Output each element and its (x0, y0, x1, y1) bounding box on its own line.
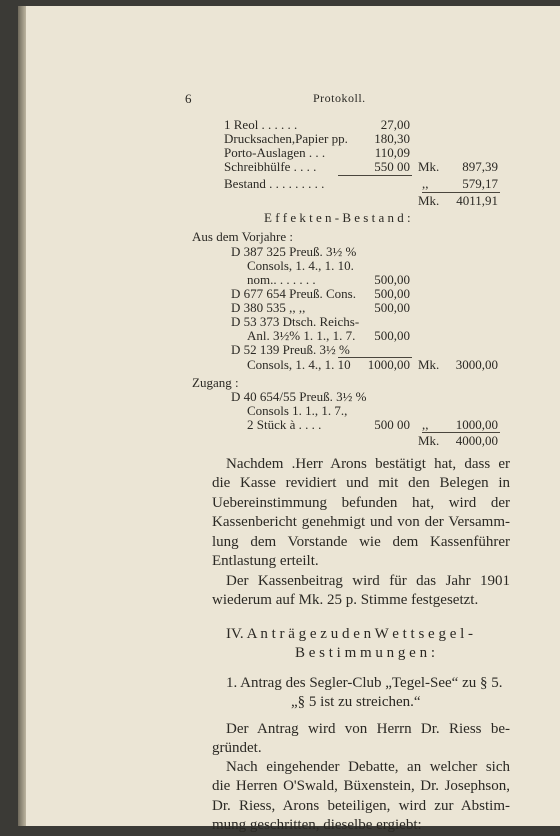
security-line: D 40 654/55 Preuß. 3½ % (231, 389, 367, 404)
security-amount: 500,00 (374, 286, 410, 301)
security-line: nom.. . . . . . . (247, 272, 316, 287)
security-amount: 500,00 (374, 272, 410, 287)
expense-amount: 550 00 (374, 159, 410, 174)
security-line: 2 Stück à . . . . (247, 417, 322, 432)
section-heading-cont: B e s t i m m u n g e n : (295, 645, 435, 661)
security-amount: 500,00 (374, 300, 410, 315)
grand-total: 4011,91 (456, 193, 498, 208)
paragraph-fee (212, 572, 510, 611)
currency-ditto: ,, (422, 417, 429, 432)
paragraph-line: gründet. (212, 740, 262, 757)
currency-ditto: ,, (422, 176, 429, 191)
security-line: D 52 139 Preuß. 3½ % (231, 342, 350, 357)
paragraph-line: Dr. Riess, Arons beteiligen, wird zur Abstim- (212, 797, 510, 814)
paragraph-line: die Herren O'Swald, Büxenstein, Dr. Josephson, (212, 778, 510, 795)
expense-label: Drucksachen,Papier pp. (224, 131, 348, 146)
expense-amount: 110,09 (374, 145, 410, 160)
paragraph-line: Nachdem .Herr Arons bestätigt hat, dass er (226, 456, 510, 472)
expense-amount: 27,00 (380, 117, 410, 132)
expense-label: Schreibhülfe . . . . (224, 159, 317, 174)
motion-title: 1. Antrag des Segler-Club „Tegel-See“ zu § 5. (226, 675, 503, 691)
expense-label: 1 Reol . . . . . . (224, 117, 298, 132)
addition-total: 1000,00 (455, 417, 498, 432)
expense-label: Bestand . . . . . . . . . (224, 176, 325, 191)
section-heading: IV. A n t r ä g e z u d e n W e t t s e g e l - (226, 626, 474, 642)
security-line: D 677 654 Preuß. Cons. (231, 286, 356, 301)
motion-text: „§ 5 ist zu streichen.“ (291, 694, 421, 710)
securities-subtotal: 3000,00 (455, 357, 498, 372)
paragraph-line: Der Kassenbeitrag wird für das Jahr 1901 (226, 573, 510, 589)
security-amount: 1000,00 (367, 357, 410, 372)
paragraph-line: Uebereinstimmung befunden hat, wird der (212, 494, 510, 511)
security-line: Consols, 1. 4., 1. 10. (247, 258, 354, 273)
expense-label: Porto-Auslagen . . . (224, 145, 326, 160)
addition-label: Zugang : (192, 375, 239, 390)
paragraph-line: Entlastung erteilt. (212, 553, 319, 570)
securities-total: 4000,00 (455, 433, 498, 448)
security-line: D 380 535 ,, ,, (231, 300, 306, 315)
page-number: 6 (185, 91, 192, 106)
security-line: Anl. 3½% 1. 1., 1. 7. (247, 328, 356, 343)
paragraph-line: lung dem Vorstande wie dem Kassenführer (212, 533, 510, 550)
currency-label: Mk. (418, 357, 440, 372)
security-line: D 53 373 Dtsch. Reichs- (231, 314, 360, 329)
paragraph-line: die Kasse revidiert und mit den Belegen in (212, 475, 510, 492)
security-line: D 387 325 Preuß. 3½ % (231, 244, 357, 259)
security-line: Consols, 1. 4., 1. 10 (247, 357, 351, 372)
currency-label: Mk. (418, 433, 440, 448)
paragraph-audit (212, 455, 510, 571)
currency-label: Mk. (418, 159, 440, 174)
paragraph-line: Nach eingehender Debatte, an welcher sich (226, 759, 510, 775)
securities-heading: E f f e k t e n - B e s t a n d : (264, 210, 411, 225)
expense-total: 897,39 (462, 159, 498, 174)
paragraph-line: wiederum auf Mk. 25 p. Stimme festgesetzt. (212, 592, 479, 609)
page-spine-edge (18, 6, 26, 826)
previous-year-label: Aus dem Vorjahre : (192, 229, 293, 244)
security-amount: 500 00 (374, 417, 410, 432)
security-amount: 500,00 (374, 328, 410, 343)
paragraph-debate (212, 758, 510, 836)
sum-rule (338, 175, 412, 176)
paragraph-line: Der Antrag wird von Herrn Dr. Riess be- (226, 721, 510, 737)
security-line: Consols 1. 1., 1. 7., (247, 403, 348, 418)
running-head: Protokoll. (313, 91, 366, 105)
expense-total: 579,17 (462, 176, 498, 191)
paragraph-line: mung geschritten, dieselbe ergiebt: (212, 817, 422, 834)
paragraph-motion-reason (212, 720, 510, 759)
expense-amount: 180,30 (374, 131, 410, 146)
paragraph-line: Kassenbericht genehmigt und von der Versamm- (212, 514, 510, 531)
currency-label: Mk. (418, 193, 440, 208)
